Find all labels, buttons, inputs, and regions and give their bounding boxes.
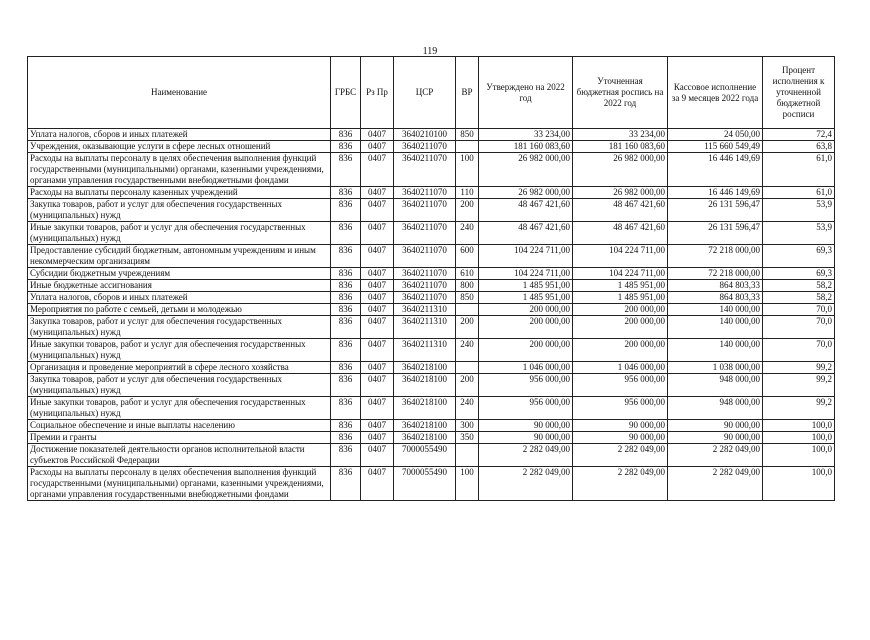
cell-cash: 140 000,00 <box>668 316 763 339</box>
cell-vr <box>456 141 479 153</box>
cell-cash: 16 446 149,69 <box>668 153 763 187</box>
header-vr: ВР <box>456 57 479 129</box>
cell-cash: 72 218 000,00 <box>668 268 763 280</box>
budget-execution-table <box>27 56 835 501</box>
cell-csr: 3640218100 <box>394 397 456 420</box>
cell-vr: 200 <box>456 316 479 339</box>
cell-vr: 350 <box>456 432 479 444</box>
cell-vr: 300 <box>456 420 479 432</box>
cell-csr: 3640218100 <box>394 432 456 444</box>
cell-refined: 2 282 049,00 <box>573 467 668 501</box>
cell-vr: 850 <box>456 292 479 304</box>
cell-cash: 1 038 000,00 <box>668 362 763 374</box>
table-row <box>28 339 835 362</box>
cell-csr: 3640211070 <box>394 187 456 199</box>
table-row <box>28 467 835 501</box>
cell-name: Иные закупки товаров, работ и услуг для обеспечения государственных (муниципальных) нужд <box>28 222 331 245</box>
cell-cash: 72 218 000,00 <box>668 245 763 268</box>
cell-refined: 956 000,00 <box>573 374 668 397</box>
cell-rzpr: 0407 <box>361 292 394 304</box>
cell-percent: 58,2 <box>763 280 835 292</box>
cell-vr: 200 <box>456 199 479 222</box>
cell-rzpr: 0407 <box>361 444 394 467</box>
cell-approved: 48 467 421,60 <box>479 222 573 245</box>
cell-cash: 948 000,00 <box>668 397 763 420</box>
cell-rzpr: 0407 <box>361 362 394 374</box>
cell-rzpr: 0407 <box>361 245 394 268</box>
cell-approved: 104 224 711,00 <box>479 245 573 268</box>
cell-vr: 200 <box>456 374 479 397</box>
cell-csr: 7000055490 <box>394 444 456 467</box>
cell-refined: 33 234,00 <box>573 129 668 141</box>
cell-refined: 26 982 000,00 <box>573 187 668 199</box>
cell-refined: 200 000,00 <box>573 316 668 339</box>
cell-approved: 90 000,00 <box>479 432 573 444</box>
cell-cash: 2 282 049,00 <box>668 444 763 467</box>
cell-name: Премии и гранты <box>28 432 331 444</box>
cell-csr: 3640211070 <box>394 199 456 222</box>
cell-approved: 26 982 000,00 <box>479 153 573 187</box>
cell-rzpr: 0407 <box>361 374 394 397</box>
table-row <box>28 280 835 292</box>
cell-approved: 33 234,00 <box>479 129 573 141</box>
cell-percent: 53,9 <box>763 222 835 245</box>
cell-percent: 69,3 <box>763 268 835 280</box>
header-approved: Утверждено на 2022 год <box>479 57 573 129</box>
table-row <box>28 245 835 268</box>
cell-vr: 850 <box>456 129 479 141</box>
cell-name: Закупка товаров, работ и услуг для обеспечения государственных (муниципальных) нужд <box>28 374 331 397</box>
cell-csr: 3640211310 <box>394 304 456 316</box>
cell-cash: 864 803,33 <box>668 280 763 292</box>
cell-approved: 1 046 000,00 <box>479 362 573 374</box>
table-row <box>28 187 835 199</box>
cell-grbs: 836 <box>331 420 361 432</box>
cell-percent: 63,8 <box>763 141 835 153</box>
cell-cash: 90 000,00 <box>668 420 763 432</box>
cell-name: Мероприятия по работе с семьей, детьми и молодежью <box>28 304 331 316</box>
cell-rzpr: 0407 <box>361 316 394 339</box>
cell-grbs: 836 <box>331 245 361 268</box>
table-row <box>28 292 835 304</box>
cell-grbs: 836 <box>331 141 361 153</box>
table-row <box>28 268 835 280</box>
cell-refined: 200 000,00 <box>573 339 668 362</box>
cell-approved: 26 982 000,00 <box>479 187 573 199</box>
cell-rzpr: 0407 <box>361 397 394 420</box>
cell-cash: 948 000,00 <box>668 374 763 397</box>
cell-cash: 24 050,00 <box>668 129 763 141</box>
cell-vr <box>456 444 479 467</box>
cell-approved: 956 000,00 <box>479 374 573 397</box>
header-grbs: ГРБС <box>331 57 361 129</box>
cell-rzpr: 0407 <box>361 199 394 222</box>
cell-cash: 16 446 149,69 <box>668 187 763 199</box>
header-csr: ЦСР <box>394 57 456 129</box>
cell-name: Расходы на выплаты персоналу в целях обеспечения выполнения функций государственными (муниципальными) органами, казенными учреждениями, органами управления государственными внебюджетными фондами <box>28 467 331 501</box>
cell-percent: 99,2 <box>763 397 835 420</box>
cell-csr: 3640211310 <box>394 316 456 339</box>
cell-grbs: 836 <box>331 292 361 304</box>
table-row <box>28 420 835 432</box>
cell-percent: 69,3 <box>763 245 835 268</box>
cell-cash: 140 000,00 <box>668 339 763 362</box>
cell-approved: 1 485 951,00 <box>479 280 573 292</box>
cell-refined: 48 467 421,60 <box>573 199 668 222</box>
cell-refined: 200 000,00 <box>573 304 668 316</box>
cell-name: Субсидии бюджетным учреждениям <box>28 268 331 280</box>
header-name: Наименование <box>28 57 331 129</box>
cell-percent: 61,0 <box>763 187 835 199</box>
cell-name: Уплата налогов, сборов и иных платежей <box>28 129 331 141</box>
cell-approved: 200 000,00 <box>479 316 573 339</box>
cell-vr: 600 <box>456 245 479 268</box>
cell-grbs: 836 <box>331 339 361 362</box>
cell-rzpr: 0407 <box>361 467 394 501</box>
header-rzpr: Рз Пр <box>361 57 394 129</box>
cell-grbs: 836 <box>331 222 361 245</box>
cell-percent: 100,0 <box>763 467 835 501</box>
cell-percent: 72,4 <box>763 129 835 141</box>
cell-name: Предоставление субсидий бюджетным, автономным учреждениям и иным некоммерческим организациям <box>28 245 331 268</box>
cell-rzpr: 0407 <box>361 187 394 199</box>
cell-name: Закупка товаров, работ и услуг для обеспечения государственных (муниципальных) нужд <box>28 199 331 222</box>
page-number: 119 <box>422 46 438 57</box>
cell-refined: 48 467 421,60 <box>573 222 668 245</box>
header-refined: Уточненная бюджетная роспись на 2022 год <box>573 57 668 129</box>
cell-grbs: 836 <box>331 199 361 222</box>
cell-percent: 100,0 <box>763 432 835 444</box>
cell-rzpr: 0407 <box>361 304 394 316</box>
cell-grbs: 836 <box>331 304 361 316</box>
table-row <box>28 141 835 153</box>
cell-vr: 100 <box>456 467 479 501</box>
cell-percent: 99,2 <box>763 362 835 374</box>
cell-percent: 100,0 <box>763 420 835 432</box>
cell-vr: 240 <box>456 397 479 420</box>
cell-name: Иные закупки товаров, работ и услуг для обеспечения государственных (муниципальных) нужд <box>28 339 331 362</box>
header-percent: Процент исполнения к уточненной бюджетной росписи <box>763 57 835 129</box>
table-row <box>28 397 835 420</box>
cell-grbs: 836 <box>331 129 361 141</box>
cell-percent: 53,9 <box>763 199 835 222</box>
cell-vr: 240 <box>456 222 479 245</box>
cell-grbs: 836 <box>331 268 361 280</box>
cell-name: Закупка товаров, работ и услуг для обеспечения государственных (муниципальных) нужд <box>28 316 331 339</box>
table-row <box>28 432 835 444</box>
table-row <box>28 316 835 339</box>
cell-rzpr: 0407 <box>361 339 394 362</box>
cell-rzpr: 0407 <box>361 420 394 432</box>
cell-csr: 3640211070 <box>394 268 456 280</box>
table-row <box>28 362 835 374</box>
cell-cash: 115 660 549,49 <box>668 141 763 153</box>
cell-csr: 3640211070 <box>394 141 456 153</box>
cell-refined: 26 982 000,00 <box>573 153 668 187</box>
cell-refined: 1 485 951,00 <box>573 280 668 292</box>
cell-percent: 99,2 <box>763 374 835 397</box>
table-row <box>28 444 835 467</box>
cell-grbs: 836 <box>331 187 361 199</box>
cell-cash: 26 131 596,47 <box>668 222 763 245</box>
cell-percent: 61,0 <box>763 153 835 187</box>
header-cash: Кассовое исполнение за 9 месяцев 2022 года <box>668 57 763 129</box>
cell-percent: 100,0 <box>763 444 835 467</box>
cell-refined: 181 160 083,60 <box>573 141 668 153</box>
cell-grbs: 836 <box>331 374 361 397</box>
cell-refined: 1 046 000,00 <box>573 362 668 374</box>
cell-name: Достижение показателей деятельности органов исполнительной власти субъектов Российской Федерации <box>28 444 331 467</box>
cell-grbs: 836 <box>331 432 361 444</box>
cell-name: Организация и проведение мероприятий в сфере лесного хозяйства <box>28 362 331 374</box>
cell-csr: 3640211070 <box>394 245 456 268</box>
cell-refined: 90 000,00 <box>573 432 668 444</box>
cell-percent: 70,0 <box>763 316 835 339</box>
cell-rzpr: 0407 <box>361 432 394 444</box>
cell-vr: 110 <box>456 187 479 199</box>
table-row <box>28 304 835 316</box>
cell-grbs: 836 <box>331 397 361 420</box>
cell-csr: 3640211070 <box>394 292 456 304</box>
cell-rzpr: 0407 <box>361 153 394 187</box>
cell-grbs: 836 <box>331 467 361 501</box>
cell-rzpr: 0407 <box>361 268 394 280</box>
cell-grbs: 836 <box>331 316 361 339</box>
cell-refined: 2 282 049,00 <box>573 444 668 467</box>
cell-grbs: 836 <box>331 280 361 292</box>
cell-approved: 2 282 049,00 <box>479 467 573 501</box>
cell-vr <box>456 304 479 316</box>
cell-grbs: 836 <box>331 444 361 467</box>
cell-refined: 956 000,00 <box>573 397 668 420</box>
cell-refined: 1 485 951,00 <box>573 292 668 304</box>
cell-csr: 3640218100 <box>394 374 456 397</box>
cell-vr <box>456 362 479 374</box>
cell-grbs: 836 <box>331 153 361 187</box>
cell-name: Уплата налогов, сборов и иных платежей <box>28 292 331 304</box>
cell-name: Учреждения, оказывающие услуги в сфере лесных отношений <box>28 141 331 153</box>
table-row <box>28 153 835 187</box>
cell-refined: 104 224 711,00 <box>573 245 668 268</box>
cell-percent: 70,0 <box>763 304 835 316</box>
cell-name: Расходы на выплаты персоналу в целях обеспечения выполнения функций государственными (муниципальными) органами, казенными учреждениями, органами управления государственными внебюджетными фондами <box>28 153 331 187</box>
cell-csr: 3640211070 <box>394 153 456 187</box>
cell-csr: 3640218100 <box>394 362 456 374</box>
cell-csr: 7000055490 <box>394 467 456 501</box>
cell-rzpr: 0407 <box>361 222 394 245</box>
cell-refined: 104 224 711,00 <box>573 268 668 280</box>
cell-name: Иные закупки товаров, работ и услуг для обеспечения государственных (муниципальных) нужд <box>28 397 331 420</box>
cell-vr: 610 <box>456 268 479 280</box>
cell-cash: 26 131 596,47 <box>668 199 763 222</box>
cell-approved: 1 485 951,00 <box>479 292 573 304</box>
cell-rzpr: 0407 <box>361 129 394 141</box>
cell-approved: 48 467 421,60 <box>479 199 573 222</box>
cell-cash: 90 000,00 <box>668 432 763 444</box>
cell-approved: 181 160 083,60 <box>479 141 573 153</box>
cell-csr: 3640211070 <box>394 222 456 245</box>
cell-cash: 864 803,33 <box>668 292 763 304</box>
cell-name: Расходы на выплаты персоналу казенных учреждений <box>28 187 331 199</box>
cell-grbs: 836 <box>331 362 361 374</box>
cell-name: Социальное обеспечение и иные выплаты населению <box>28 420 331 432</box>
table-row <box>28 129 835 141</box>
cell-approved: 2 282 049,00 <box>479 444 573 467</box>
cell-approved: 90 000,00 <box>479 420 573 432</box>
cell-percent: 70,0 <box>763 339 835 362</box>
cell-csr: 3640210100 <box>394 129 456 141</box>
cell-vr: 100 <box>456 153 479 187</box>
cell-percent: 58,2 <box>763 292 835 304</box>
cell-cash: 2 282 049,00 <box>668 467 763 501</box>
table-row <box>28 222 835 245</box>
cell-csr: 3640218100 <box>394 420 456 432</box>
cell-approved: 200 000,00 <box>479 339 573 362</box>
cell-rzpr: 0407 <box>361 141 394 153</box>
cell-csr: 3640211310 <box>394 339 456 362</box>
table-header-row <box>28 57 835 129</box>
cell-name: Иные бюджетные ассигнования <box>28 280 331 292</box>
cell-approved: 956 000,00 <box>479 397 573 420</box>
cell-vr: 240 <box>456 339 479 362</box>
cell-approved: 200 000,00 <box>479 304 573 316</box>
table-row <box>28 199 835 222</box>
cell-vr: 800 <box>456 280 479 292</box>
cell-cash: 140 000,00 <box>668 304 763 316</box>
table-row <box>28 374 835 397</box>
cell-rzpr: 0407 <box>361 280 394 292</box>
cell-approved: 104 224 711,00 <box>479 268 573 280</box>
cell-refined: 90 000,00 <box>573 420 668 432</box>
cell-csr: 3640211070 <box>394 280 456 292</box>
